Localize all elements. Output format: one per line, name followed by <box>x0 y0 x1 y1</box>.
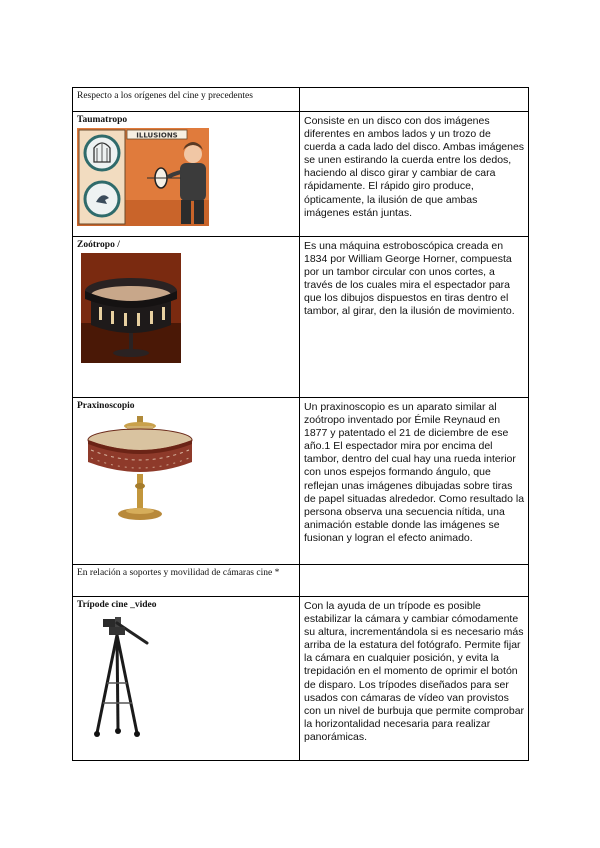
zootropo-image <box>77 253 296 363</box>
taumatropo-image <box>77 128 296 226</box>
document-table <box>72 87 529 761</box>
table-row-zootropo <box>73 237 529 398</box>
item-description-praxinoscopio: Un praxinoscopio es un aparato similar al zoótropo inventado por Émile Reynaud en 1877 y patentado el 21 de diciembre de ese año.1 El espectador mira por encima del tambor, dentro del cual hay una rueda interior con unos espejos formando ángulo, que reflejan unas imágenes dibujadas sobre tiras de papel situadas alrededor. Como resultado la persona observa una secuencia nítida, una animación estable donde las imágenes se fusionan y logran el efecto animado. <box>300 398 529 565</box>
illusions-label: ILLUSIONS <box>136 131 178 140</box>
item-description-taumatropo: Consiste en un disco con dos imágenes diferentes en ambos lados y un trozo de cuerda a cada lado del disco. Ambas imágenes se unen estirando la cuerda entre los dedos, haciendo al disco girar y cambiar de cara rápidamente. El rápido giro produce, ópticamente, la ilusión de que ambas imágenes están juntas. <box>300 112 529 237</box>
table-row-tripode <box>73 597 529 761</box>
section-header-camera-support: En relación a soportes y movilidad de cámaras cine * <box>73 565 300 597</box>
item-description-tripode: Con la ayuda de un trípode es posible estabilizar la cámara y cambiar cómodamente su altura, incrementándola si es necesario más arriba de la estatura del fotógrafo. Permite fijar la cámara en cualquier posición, y evita la trepidación en el momento de oprimir el botón de disparo. Los trípodes diseñados para ser usados con cámaras de vídeo van provistos con un nivel de burbuja que permite comprobar la horizontalidad necesaria para realizar panorámicas. <box>300 597 529 761</box>
empty-cell <box>300 88 529 112</box>
item-title-tripode: Trípode cine _video <box>77 600 157 610</box>
section-header-origins: Respecto a los orígenes del cine y precedentes <box>73 88 300 112</box>
section-header-row <box>73 88 529 112</box>
tripode-image <box>77 613 296 741</box>
section-header-row <box>73 565 529 597</box>
item-title-taumatropo: Taumatropo <box>77 115 128 125</box>
item-description-zootropo: Es una máquina estroboscópica creada en 1834 por William George Horner, compuesta por un tambor circular con unos cortes, a través de los cuales mira el espectador para que los dibujos dispuestos en tiras dentro el tambor, al girar, den la ilusión de movimiento. <box>300 237 529 398</box>
item-title-praxinoscopio: Praxinoscopio <box>77 401 135 411</box>
item-title-zootropo: Zoótropo / <box>77 240 120 250</box>
table-row-taumatropo <box>73 112 529 237</box>
praxinoscopio-image <box>77 414 296 526</box>
table-row-praxinoscopio <box>73 398 529 565</box>
empty-cell <box>300 565 529 597</box>
